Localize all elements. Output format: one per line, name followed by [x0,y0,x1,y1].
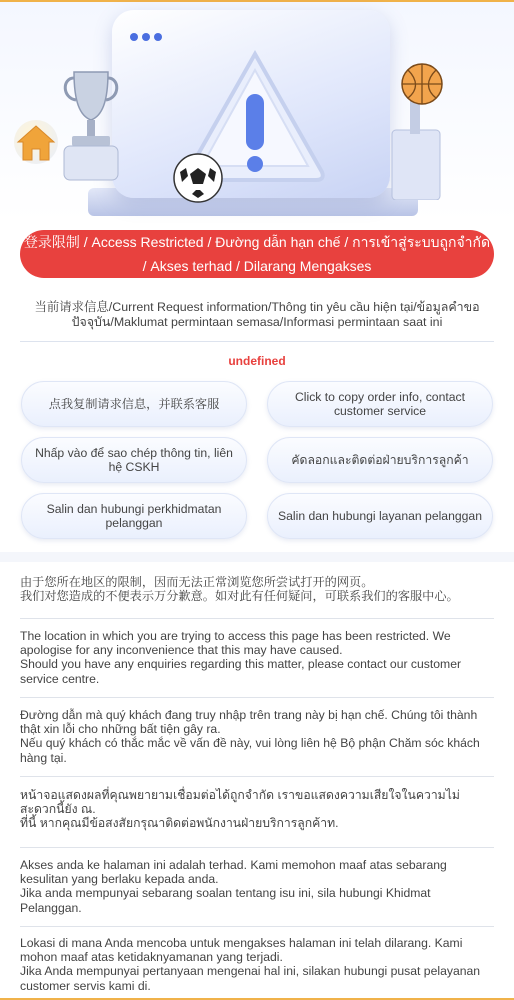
message-ms [20,858,494,915]
copy-contact-button-ms[interactable] [21,493,247,539]
browser-dot [154,33,162,41]
message-th [20,788,494,831]
message-line: Should you have any enquiries regarding this matter, please contact our customer service centre. [20,657,462,686]
copy-contact-button-en[interactable] [267,381,493,427]
copy-contact-button-vi[interactable] [21,437,247,483]
message-line: The location in which you are trying to access this page has been restricted. We apologise for any inconvenience that this may have caused. [20,629,451,658]
soccer-ball-icon [172,152,224,204]
copy-contact-button-zh[interactable] [21,381,247,427]
section-separator [0,552,514,562]
message-line: Đường dẫn mà quý khách đang truy nhập trên trang này bị hạn chế. Chúng tôi thành thật xin lỗi cho những bất tiện gây ra. [20,708,478,737]
divider [20,618,494,619]
button-label: Click to copy order info, contact customer service [294,390,466,418]
copy-contact-button-id[interactable] [267,493,493,539]
home-icon[interactable] [14,122,58,164]
divider [20,926,494,927]
message-line: หน้าจอแสดงผลที่คุณพยายามเชื่อมต่อได้ถูกจำกัด เราขอแสดงความเสียใจในความไม่สะดวกนี้ยัง ณ. [20,788,460,817]
browser-dot [130,33,138,41]
button-label: Salin dan hubungi perkhidmatan pelanggan [46,502,222,530]
button-label: คัดลอกและติดต่อฝ่ายบริการลูกค้า [291,453,469,467]
divider [20,776,494,777]
message-vi [20,708,494,765]
message-line: Nếu quý khách có thắc mắc về vấn đề này, vui lòng liên hệ Bộ phận Chăm sóc khách hàng tại. [20,736,480,765]
button-label: 点我复制请求信息，并联系客服 [48,397,220,411]
divider [20,847,494,848]
request-info-label: 当前请求信息/Current Request information/Thông tin yêu cầu hiện tại/ข้อมูลคำขอปัจจุบัน/Maklumat permintaan semasa/Informasi permintaan saat ini [34,300,480,329]
message-line: Lokasi di mana Anda mencoba untuk mengakses halaman ini telah dilarang. Kami mohon maaf atas ketidaknyamanan yang terjadi. [20,936,463,965]
message-line: Jika anda mempunyai sebarang soalan tentang isu ini, sila hubungi Khidmat Pelanggan. [20,886,431,915]
message-line: 我们对您造成的不便表示万分歉意。如对此有任何疑问，可联系我们的客服中心。 [20,589,459,604]
banner-title: 登录限制 / Access Restricted / Đường dẫn hạn chế / การเข้าสู่ระบบถูกจำกัด / Akses terhad / Dilarang Mengakses [23,234,491,274]
browser-dot [142,33,150,41]
divider [20,697,494,698]
button-label: Nhấp vào để sao chép thông tin, liên hệ CSKH [35,446,233,474]
message-zh [20,575,494,603]
access-restricted-banner [20,230,494,278]
divider [20,341,494,342]
message-line: Jika Anda mempunyai pertanyaan mengenai hal ini, silakan hubungi pusat pelayanan customer servis kami di. [20,964,481,993]
browser-dots [130,28,170,40]
button-label: Salin dan hubungi layanan pelanggan [278,509,482,523]
message-line: 由于您所在地区的限制，因而无法正常浏览您所尝试打开的网页。 [20,575,374,589]
message-en [20,629,494,686]
message-line: Akses anda ke halaman ini adalah terhad. Kami memohon maaf atas sebarang kesulitan yang berlaku kepada anda. [20,858,447,887]
basketball-icon [388,60,458,200]
message-id [20,936,494,993]
message-line: ที่นี้ หากคุณมีข้อสงสัยกรุณาติดต่อพนักงานฝ่ายบริการลูกค้าท. [20,816,339,831]
copy-contact-button-th[interactable] [267,437,493,483]
request-info-value: undefined [228,354,286,368]
trophy-icon [58,62,124,182]
